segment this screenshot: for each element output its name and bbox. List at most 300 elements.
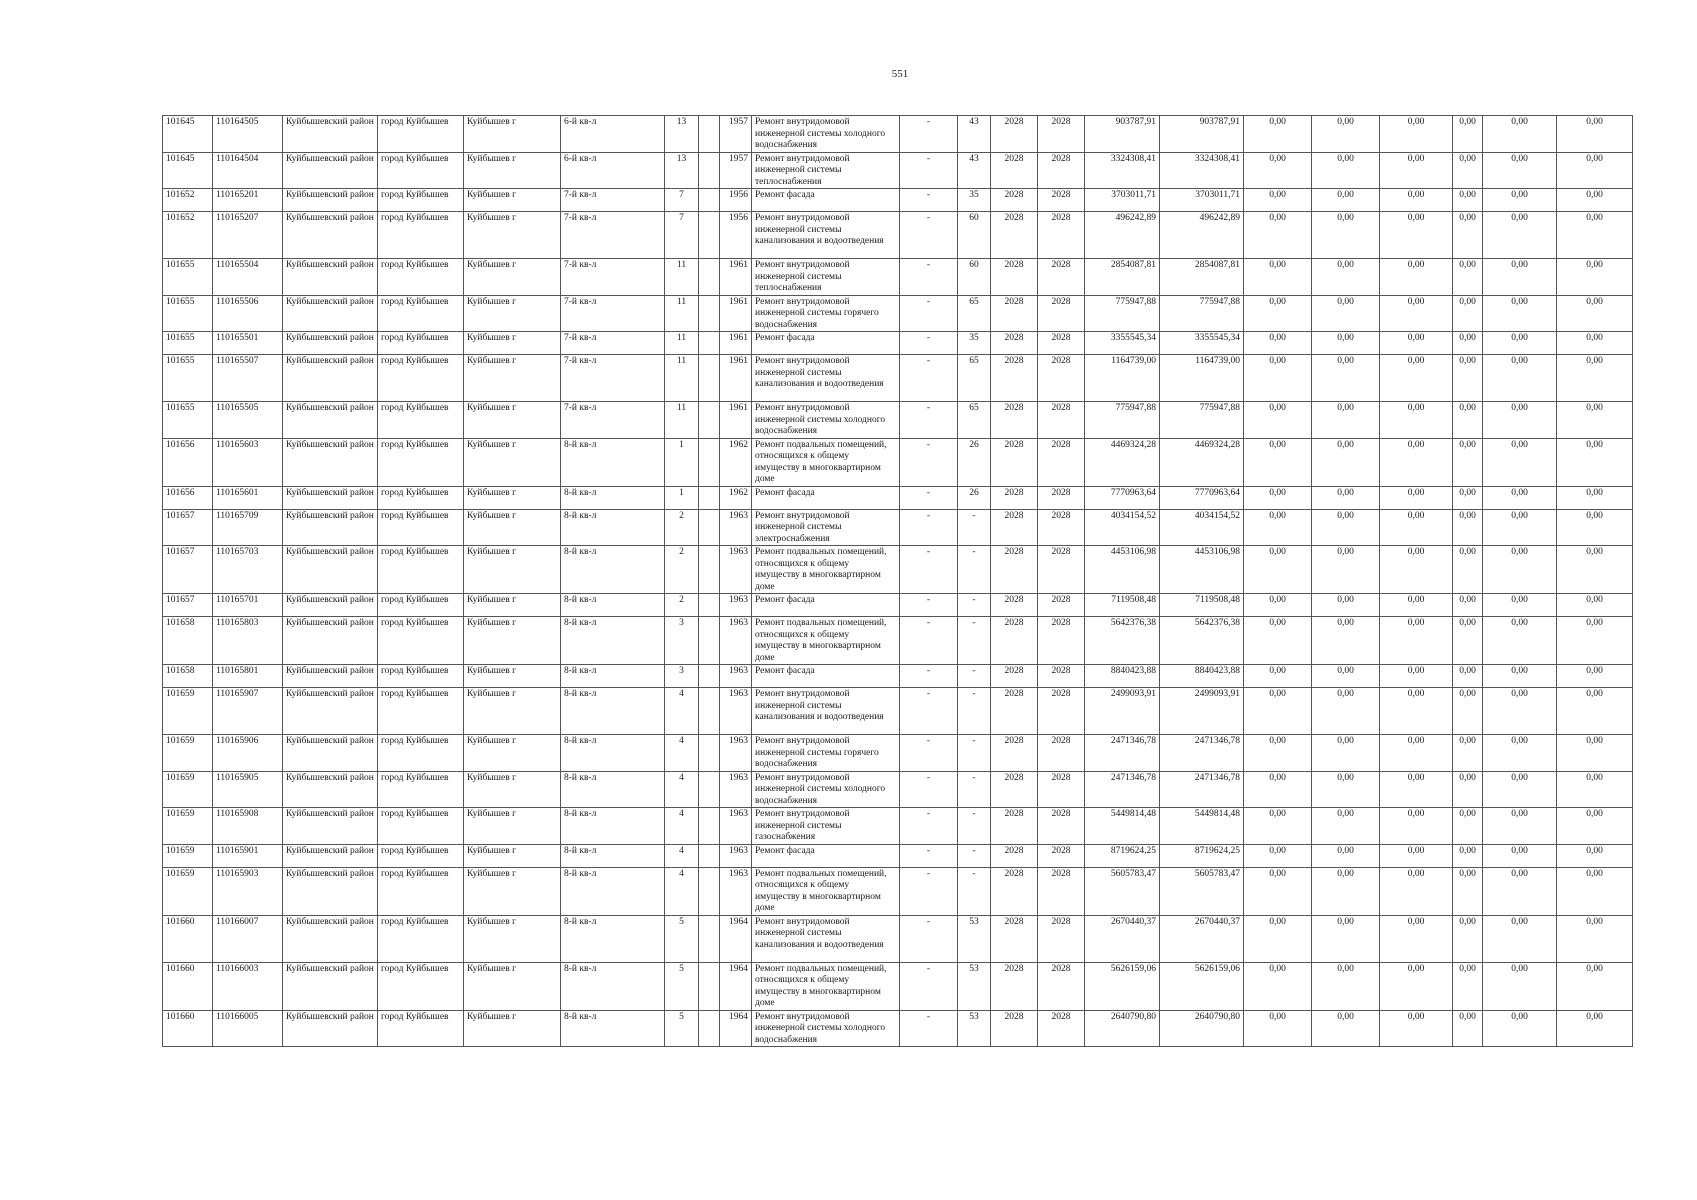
cell-cost-total: 3355545,34 bbox=[1085, 332, 1160, 355]
cell-element-id: 110165507 bbox=[213, 355, 283, 402]
cell-municipality: город Куйбышев bbox=[378, 617, 464, 665]
cell-street: 8-й кв-л bbox=[561, 1010, 665, 1047]
cell-street: 7-й кв-л bbox=[561, 212, 665, 259]
cell-work-type: Ремонт подвальных помещений, относящихся к общему имуществу в многоквартирном доме bbox=[752, 438, 900, 486]
cell-district: Куйбышевский район bbox=[283, 486, 378, 509]
cell-cost-e: 0,00 bbox=[1483, 116, 1557, 153]
cell-cost-total: 2640790,80 bbox=[1085, 1010, 1160, 1047]
cell-cost-d: 0,00 bbox=[1453, 844, 1483, 867]
cell-element-id: 110165901 bbox=[213, 844, 283, 867]
cell-cost-a: 0,00 bbox=[1244, 259, 1312, 296]
table-row bbox=[163, 1010, 1633, 1047]
cell-cost-fund: 2499093,91 bbox=[1160, 688, 1244, 735]
cell-plan-year: 2028 bbox=[991, 212, 1038, 259]
cell-district: Куйбышевский район bbox=[283, 915, 378, 962]
cell-cost-fund: 2670440,37 bbox=[1160, 915, 1244, 962]
cell-cost-e: 0,00 bbox=[1483, 1010, 1557, 1047]
cell-cost-c: 0,00 bbox=[1380, 402, 1453, 439]
cell-building bbox=[699, 915, 720, 962]
cell-cost-b: 0,00 bbox=[1312, 212, 1380, 259]
cell-cost-total: 3703011,71 bbox=[1085, 189, 1160, 212]
cell-work-type: Ремонт подвальных помещений, относящихся к общему имуществу в многоквартирном доме bbox=[752, 962, 900, 1010]
cell-cost-b: 0,00 bbox=[1312, 486, 1380, 509]
cell-cost-e: 0,00 bbox=[1483, 259, 1557, 296]
cell-cost-d: 0,00 bbox=[1453, 688, 1483, 735]
cell-element-id: 110165701 bbox=[213, 594, 283, 617]
cell-district: Куйбышевский район bbox=[283, 771, 378, 808]
cell-cost-total: 4034154,52 bbox=[1085, 509, 1160, 546]
cell-cost-b: 0,00 bbox=[1312, 332, 1380, 355]
cell-cost-b: 0,00 bbox=[1312, 1010, 1380, 1047]
table-row bbox=[163, 665, 1633, 688]
cell-cost-c: 0,00 bbox=[1380, 594, 1453, 617]
cell-house-id: 101658 bbox=[163, 617, 213, 665]
cell-house-id: 101652 bbox=[163, 189, 213, 212]
cell-locality: Куйбышев г bbox=[464, 189, 561, 212]
cell-work-type: Ремонт внутридомовой инженерной системы канализования и водоотведения bbox=[752, 915, 900, 962]
cell-cost-d: 0,00 bbox=[1453, 116, 1483, 153]
cell-municipality: город Куйбышев bbox=[378, 771, 464, 808]
cell-cost-total: 5642376,38 bbox=[1085, 617, 1160, 665]
cell-cost-e: 0,00 bbox=[1483, 546, 1557, 594]
cell-house-id: 101660 bbox=[163, 962, 213, 1010]
cell-house-number: 11 bbox=[665, 259, 699, 296]
cell-year-built: 1957 bbox=[720, 152, 752, 189]
cell-locality: Куйбышев г bbox=[464, 771, 561, 808]
cell-work-type: Ремонт внутридомовой инженерной системы горячего водоснабжения bbox=[752, 295, 900, 332]
cell-district: Куйбышевский район bbox=[283, 617, 378, 665]
cell-cost-a: 0,00 bbox=[1244, 962, 1312, 1010]
cell-house-id: 101659 bbox=[163, 771, 213, 808]
cell-cost-fund: 1164739,00 bbox=[1160, 355, 1244, 402]
cell-building bbox=[699, 1010, 720, 1047]
table-row bbox=[163, 962, 1633, 1010]
cell-street: 8-й кв-л bbox=[561, 808, 665, 845]
cell-municipality: город Куйбышев bbox=[378, 212, 464, 259]
cell-cost-e: 0,00 bbox=[1483, 295, 1557, 332]
cell-cost-fund: 3324308,41 bbox=[1160, 152, 1244, 189]
cell-cost-c: 0,00 bbox=[1380, 771, 1453, 808]
cell-wear-percent: - bbox=[958, 665, 991, 688]
cell-cost-e: 0,00 bbox=[1483, 771, 1557, 808]
cell-locality: Куйбышев г bbox=[464, 688, 561, 735]
cell-cost-b: 0,00 bbox=[1312, 688, 1380, 735]
cell-col-dash: - bbox=[900, 688, 958, 735]
cell-cost-b: 0,00 bbox=[1312, 665, 1380, 688]
page-number: 551 bbox=[891, 68, 909, 80]
cell-cost-fund: 7770963,64 bbox=[1160, 486, 1244, 509]
cell-cost-b: 0,00 bbox=[1312, 546, 1380, 594]
cell-work-type: Ремонт внутридомовой инженерной системы теплоснабжения bbox=[752, 152, 900, 189]
cell-work-type: Ремонт внутридомовой инженерной системы канализования и водоотведения bbox=[752, 688, 900, 735]
cell-locality: Куйбышев г bbox=[464, 962, 561, 1010]
cell-year: 2028 bbox=[1038, 116, 1085, 153]
cell-cost-b: 0,00 bbox=[1312, 735, 1380, 772]
cell-cost-b: 0,00 bbox=[1312, 295, 1380, 332]
cell-cost-a: 0,00 bbox=[1244, 844, 1312, 867]
cell-district: Куйбышевский район bbox=[283, 735, 378, 772]
cell-cost-e: 0,00 bbox=[1483, 438, 1557, 486]
cell-work-type: Ремонт внутридомовой инженерной системы холодного водоснабжения bbox=[752, 771, 900, 808]
cell-element-id: 110165908 bbox=[213, 808, 283, 845]
cell-year-built: 1963 bbox=[720, 617, 752, 665]
cell-element-id: 110165505 bbox=[213, 402, 283, 439]
cell-cost-e: 0,00 bbox=[1483, 594, 1557, 617]
cell-cost-f: 0,00 bbox=[1557, 295, 1633, 332]
cell-cost-c: 0,00 bbox=[1380, 152, 1453, 189]
cell-year: 2028 bbox=[1038, 212, 1085, 259]
cell-cost-f: 0,00 bbox=[1557, 355, 1633, 402]
cell-cost-a: 0,00 bbox=[1244, 189, 1312, 212]
cell-cost-f: 0,00 bbox=[1557, 259, 1633, 296]
cell-year-built: 1956 bbox=[720, 189, 752, 212]
cell-cost-b: 0,00 bbox=[1312, 116, 1380, 153]
cell-district: Куйбышевский район bbox=[283, 665, 378, 688]
cell-locality: Куйбышев г bbox=[464, 617, 561, 665]
cell-cost-e: 0,00 bbox=[1483, 152, 1557, 189]
cell-building bbox=[699, 212, 720, 259]
cell-locality: Куйбышев г bbox=[464, 486, 561, 509]
cell-house-id: 101655 bbox=[163, 355, 213, 402]
cell-year-built: 1963 bbox=[720, 509, 752, 546]
cell-cost-fund: 5605783,47 bbox=[1160, 867, 1244, 915]
cell-street: 8-й кв-л bbox=[561, 688, 665, 735]
cell-cost-b: 0,00 bbox=[1312, 867, 1380, 915]
cell-locality: Куйбышев г bbox=[464, 665, 561, 688]
cell-municipality: город Куйбышев bbox=[378, 438, 464, 486]
cell-col-dash: - bbox=[900, 438, 958, 486]
cell-cost-a: 0,00 bbox=[1244, 295, 1312, 332]
cell-cost-e: 0,00 bbox=[1483, 402, 1557, 439]
cell-element-id: 110165906 bbox=[213, 735, 283, 772]
cell-year: 2028 bbox=[1038, 486, 1085, 509]
cell-work-type: Ремонт внутридомовой инженерной системы холодного водоснабжения bbox=[752, 402, 900, 439]
cell-work-type: Ремонт фасада bbox=[752, 189, 900, 212]
cell-plan-year: 2028 bbox=[991, 189, 1038, 212]
cell-col-dash: - bbox=[900, 402, 958, 439]
cell-cost-b: 0,00 bbox=[1312, 509, 1380, 546]
cell-street: 6-й кв-л bbox=[561, 116, 665, 153]
cell-cost-f: 0,00 bbox=[1557, 402, 1633, 439]
cell-cost-e: 0,00 bbox=[1483, 688, 1557, 735]
cell-cost-total: 7119508,48 bbox=[1085, 594, 1160, 617]
cell-building bbox=[699, 438, 720, 486]
cell-cost-total: 496242,89 bbox=[1085, 212, 1160, 259]
cell-cost-b: 0,00 bbox=[1312, 617, 1380, 665]
cell-wear-percent: 43 bbox=[958, 152, 991, 189]
cell-street: 7-й кв-л bbox=[561, 402, 665, 439]
cell-plan-year: 2028 bbox=[991, 688, 1038, 735]
cell-cost-d: 0,00 bbox=[1453, 486, 1483, 509]
cell-cost-c: 0,00 bbox=[1380, 486, 1453, 509]
table-row bbox=[163, 189, 1633, 212]
cell-cost-d: 0,00 bbox=[1453, 259, 1483, 296]
cell-locality: Куйбышев г bbox=[464, 295, 561, 332]
cell-cost-b: 0,00 bbox=[1312, 402, 1380, 439]
cell-col-dash: - bbox=[900, 509, 958, 546]
cell-house-id: 101645 bbox=[163, 116, 213, 153]
cell-year-built: 1963 bbox=[720, 844, 752, 867]
cell-cost-total: 2499093,91 bbox=[1085, 688, 1160, 735]
cell-cost-a: 0,00 bbox=[1244, 402, 1312, 439]
cell-house-id: 101655 bbox=[163, 295, 213, 332]
cell-street: 7-й кв-л bbox=[561, 295, 665, 332]
cell-district: Куйбышевский район bbox=[283, 867, 378, 915]
cell-col-dash: - bbox=[900, 771, 958, 808]
cell-municipality: город Куйбышев bbox=[378, 915, 464, 962]
cell-element-id: 110165801 bbox=[213, 665, 283, 688]
cell-work-type: Ремонт фасада bbox=[752, 332, 900, 355]
cell-house-number: 1 bbox=[665, 438, 699, 486]
cell-cost-e: 0,00 bbox=[1483, 486, 1557, 509]
cell-cost-c: 0,00 bbox=[1380, 355, 1453, 402]
cell-municipality: город Куйбышев bbox=[378, 844, 464, 867]
cell-work-type: Ремонт подвальных помещений, относящихся к общему имуществу в многоквартирном доме bbox=[752, 617, 900, 665]
cell-year: 2028 bbox=[1038, 402, 1085, 439]
cell-year: 2028 bbox=[1038, 688, 1085, 735]
cell-cost-f: 0,00 bbox=[1557, 332, 1633, 355]
cell-wear-percent: 26 bbox=[958, 438, 991, 486]
cell-locality: Куйбышев г bbox=[464, 438, 561, 486]
cell-year: 2028 bbox=[1038, 594, 1085, 617]
cell-cost-a: 0,00 bbox=[1244, 915, 1312, 962]
cell-building bbox=[699, 688, 720, 735]
cell-cost-fund: 5626159,06 bbox=[1160, 962, 1244, 1010]
cell-district: Куйбышевский район bbox=[283, 962, 378, 1010]
cell-cost-e: 0,00 bbox=[1483, 509, 1557, 546]
cell-cost-c: 0,00 bbox=[1380, 116, 1453, 153]
table-row bbox=[163, 402, 1633, 439]
cell-cost-d: 0,00 bbox=[1453, 438, 1483, 486]
cell-cost-fund: 5642376,38 bbox=[1160, 617, 1244, 665]
cell-cost-fund: 2471346,78 bbox=[1160, 771, 1244, 808]
cell-cost-fund: 4469324,28 bbox=[1160, 438, 1244, 486]
cell-cost-f: 0,00 bbox=[1557, 735, 1633, 772]
cell-cost-fund: 5449814,48 bbox=[1160, 808, 1244, 845]
cell-cost-b: 0,00 bbox=[1312, 438, 1380, 486]
cell-year-built: 1963 bbox=[720, 808, 752, 845]
cell-building bbox=[699, 116, 720, 153]
cell-house-id: 101659 bbox=[163, 844, 213, 867]
cell-col-dash: - bbox=[900, 259, 958, 296]
cell-plan-year: 2028 bbox=[991, 962, 1038, 1010]
cell-building bbox=[699, 402, 720, 439]
cell-locality: Куйбышев г bbox=[464, 735, 561, 772]
cell-cost-a: 0,00 bbox=[1244, 212, 1312, 259]
cell-col-dash: - bbox=[900, 332, 958, 355]
cell-cost-total: 1164739,00 bbox=[1085, 355, 1160, 402]
cell-house-number: 3 bbox=[665, 665, 699, 688]
cell-cost-fund: 4034154,52 bbox=[1160, 509, 1244, 546]
cell-cost-c: 0,00 bbox=[1380, 665, 1453, 688]
cell-cost-d: 0,00 bbox=[1453, 509, 1483, 546]
cell-cost-c: 0,00 bbox=[1380, 259, 1453, 296]
cell-wear-percent: - bbox=[958, 688, 991, 735]
cell-municipality: город Куйбышев bbox=[378, 735, 464, 772]
cell-cost-d: 0,00 bbox=[1453, 355, 1483, 402]
table-row bbox=[163, 332, 1633, 355]
cell-element-id: 110165905 bbox=[213, 771, 283, 808]
cell-cost-b: 0,00 bbox=[1312, 808, 1380, 845]
cell-col-dash: - bbox=[900, 546, 958, 594]
cell-municipality: город Куйбышев bbox=[378, 688, 464, 735]
cell-year: 2028 bbox=[1038, 189, 1085, 212]
cell-house-number: 4 bbox=[665, 808, 699, 845]
cell-district: Куйбышевский район bbox=[283, 212, 378, 259]
cell-street: 8-й кв-л bbox=[561, 617, 665, 665]
table-row bbox=[163, 844, 1633, 867]
cell-year-built: 1964 bbox=[720, 962, 752, 1010]
cell-building bbox=[699, 295, 720, 332]
cell-cost-c: 0,00 bbox=[1380, 509, 1453, 546]
cell-year: 2028 bbox=[1038, 867, 1085, 915]
cell-wear-percent: 35 bbox=[958, 332, 991, 355]
cell-element-id: 110165603 bbox=[213, 438, 283, 486]
cell-locality: Куйбышев г bbox=[464, 212, 561, 259]
cell-col-dash: - bbox=[900, 867, 958, 915]
cell-house-number: 13 bbox=[665, 152, 699, 189]
cell-plan-year: 2028 bbox=[991, 295, 1038, 332]
cell-street: 8-й кв-л bbox=[561, 546, 665, 594]
cell-district: Куйбышевский район bbox=[283, 546, 378, 594]
cell-building bbox=[699, 665, 720, 688]
cell-street: 8-й кв-л bbox=[561, 962, 665, 1010]
cell-col-dash: - bbox=[900, 212, 958, 259]
cell-wear-percent: 65 bbox=[958, 402, 991, 439]
cell-municipality: город Куйбышев bbox=[378, 355, 464, 402]
cell-cost-e: 0,00 bbox=[1483, 189, 1557, 212]
cell-element-id: 110165504 bbox=[213, 259, 283, 296]
cell-wear-percent: 60 bbox=[958, 212, 991, 259]
cell-wear-percent: - bbox=[958, 808, 991, 845]
cell-element-id: 110165903 bbox=[213, 867, 283, 915]
registry-body bbox=[163, 116, 1633, 1047]
cell-cost-fund: 2640790,80 bbox=[1160, 1010, 1244, 1047]
cell-wear-percent: - bbox=[958, 617, 991, 665]
cell-work-type: Ремонт внутридомовой инженерной системы газоснабжения bbox=[752, 808, 900, 845]
cell-house-id: 101652 bbox=[163, 212, 213, 259]
cell-cost-b: 0,00 bbox=[1312, 915, 1380, 962]
cell-cost-a: 0,00 bbox=[1244, 617, 1312, 665]
cell-house-number: 4 bbox=[665, 867, 699, 915]
cell-plan-year: 2028 bbox=[991, 486, 1038, 509]
cell-col-dash: - bbox=[900, 735, 958, 772]
cell-cost-c: 0,00 bbox=[1380, 1010, 1453, 1047]
cell-cost-c: 0,00 bbox=[1380, 808, 1453, 845]
cell-cost-c: 0,00 bbox=[1380, 867, 1453, 915]
cell-year: 2028 bbox=[1038, 509, 1085, 546]
cell-house-number: 11 bbox=[665, 402, 699, 439]
cell-cost-c: 0,00 bbox=[1380, 915, 1453, 962]
cell-house-number: 5 bbox=[665, 1010, 699, 1047]
cell-work-type: Ремонт внутридомовой инженерной системы холодного водоснабжения bbox=[752, 1010, 900, 1047]
cell-plan-year: 2028 bbox=[991, 438, 1038, 486]
cell-locality: Куйбышев г bbox=[464, 355, 561, 402]
cell-cost-c: 0,00 bbox=[1380, 189, 1453, 212]
cell-street: 8-й кв-л bbox=[561, 771, 665, 808]
cell-street: 8-й кв-л bbox=[561, 665, 665, 688]
cell-street: 8-й кв-л bbox=[561, 735, 665, 772]
cell-cost-d: 0,00 bbox=[1453, 402, 1483, 439]
table-row bbox=[163, 915, 1633, 962]
cell-locality: Куйбышев г bbox=[464, 402, 561, 439]
cell-cost-total: 8840423,88 bbox=[1085, 665, 1160, 688]
cell-cost-f: 0,00 bbox=[1557, 617, 1633, 665]
cell-cost-c: 0,00 bbox=[1380, 212, 1453, 259]
cell-cost-f: 0,00 bbox=[1557, 867, 1633, 915]
cell-cost-d: 0,00 bbox=[1453, 962, 1483, 1010]
cell-cost-a: 0,00 bbox=[1244, 771, 1312, 808]
cell-building bbox=[699, 189, 720, 212]
cell-year: 2028 bbox=[1038, 546, 1085, 594]
cell-year: 2028 bbox=[1038, 617, 1085, 665]
cell-locality: Куйбышев г bbox=[464, 259, 561, 296]
cell-cost-e: 0,00 bbox=[1483, 844, 1557, 867]
cell-cost-fund: 3355545,34 bbox=[1160, 332, 1244, 355]
cell-district: Куйбышевский район bbox=[283, 1010, 378, 1047]
cell-locality: Куйбышев г bbox=[464, 152, 561, 189]
cell-year: 2028 bbox=[1038, 332, 1085, 355]
cell-cost-total: 775947,88 bbox=[1085, 295, 1160, 332]
cell-district: Куйбышевский район bbox=[283, 438, 378, 486]
cell-cost-d: 0,00 bbox=[1453, 771, 1483, 808]
cell-cost-a: 0,00 bbox=[1244, 867, 1312, 915]
cell-house-number: 7 bbox=[665, 212, 699, 259]
cell-cost-d: 0,00 bbox=[1453, 665, 1483, 688]
cell-district: Куйбышевский район bbox=[283, 844, 378, 867]
cell-col-dash: - bbox=[900, 1010, 958, 1047]
cell-house-number: 1 bbox=[665, 486, 699, 509]
cell-cost-d: 0,00 bbox=[1453, 735, 1483, 772]
cell-municipality: город Куйбышев bbox=[378, 546, 464, 594]
cell-element-id: 110165703 bbox=[213, 546, 283, 594]
cell-cost-total: 4453106,98 bbox=[1085, 546, 1160, 594]
cell-house-id: 101659 bbox=[163, 808, 213, 845]
cell-cost-f: 0,00 bbox=[1557, 1010, 1633, 1047]
cell-district: Куйбышевский район bbox=[283, 688, 378, 735]
cell-municipality: город Куйбышев bbox=[378, 808, 464, 845]
cell-house-number: 7 bbox=[665, 189, 699, 212]
cell-cost-f: 0,00 bbox=[1557, 116, 1633, 153]
cell-cost-f: 0,00 bbox=[1557, 844, 1633, 867]
cell-locality: Куйбышев г bbox=[464, 867, 561, 915]
cell-cost-fund: 775947,88 bbox=[1160, 295, 1244, 332]
cell-house-id: 101658 bbox=[163, 665, 213, 688]
cell-street: 7-й кв-л bbox=[561, 332, 665, 355]
cell-work-type: Ремонт внутридомовой инженерной системы канализования и водоотведения bbox=[752, 212, 900, 259]
cell-cost-fund: 775947,88 bbox=[1160, 402, 1244, 439]
cell-year-built: 1962 bbox=[720, 438, 752, 486]
cell-cost-a: 0,00 bbox=[1244, 509, 1312, 546]
cell-cost-d: 0,00 bbox=[1453, 546, 1483, 594]
cell-district: Куйбышевский район bbox=[283, 259, 378, 296]
cell-plan-year: 2028 bbox=[991, 617, 1038, 665]
cell-municipality: город Куйбышев bbox=[378, 962, 464, 1010]
cell-year-built: 1956 bbox=[720, 212, 752, 259]
cell-year: 2028 bbox=[1038, 1010, 1085, 1047]
cell-street: 6-й кв-л bbox=[561, 152, 665, 189]
cell-cost-d: 0,00 bbox=[1453, 1010, 1483, 1047]
cell-element-id: 110166007 bbox=[213, 915, 283, 962]
cell-cost-c: 0,00 bbox=[1380, 617, 1453, 665]
cell-element-id: 110165907 bbox=[213, 688, 283, 735]
cell-cost-d: 0,00 bbox=[1453, 808, 1483, 845]
cell-cost-b: 0,00 bbox=[1312, 189, 1380, 212]
cell-col-dash: - bbox=[900, 617, 958, 665]
cell-plan-year: 2028 bbox=[991, 665, 1038, 688]
cell-wear-percent: - bbox=[958, 546, 991, 594]
cell-house-number: 4 bbox=[665, 771, 699, 808]
